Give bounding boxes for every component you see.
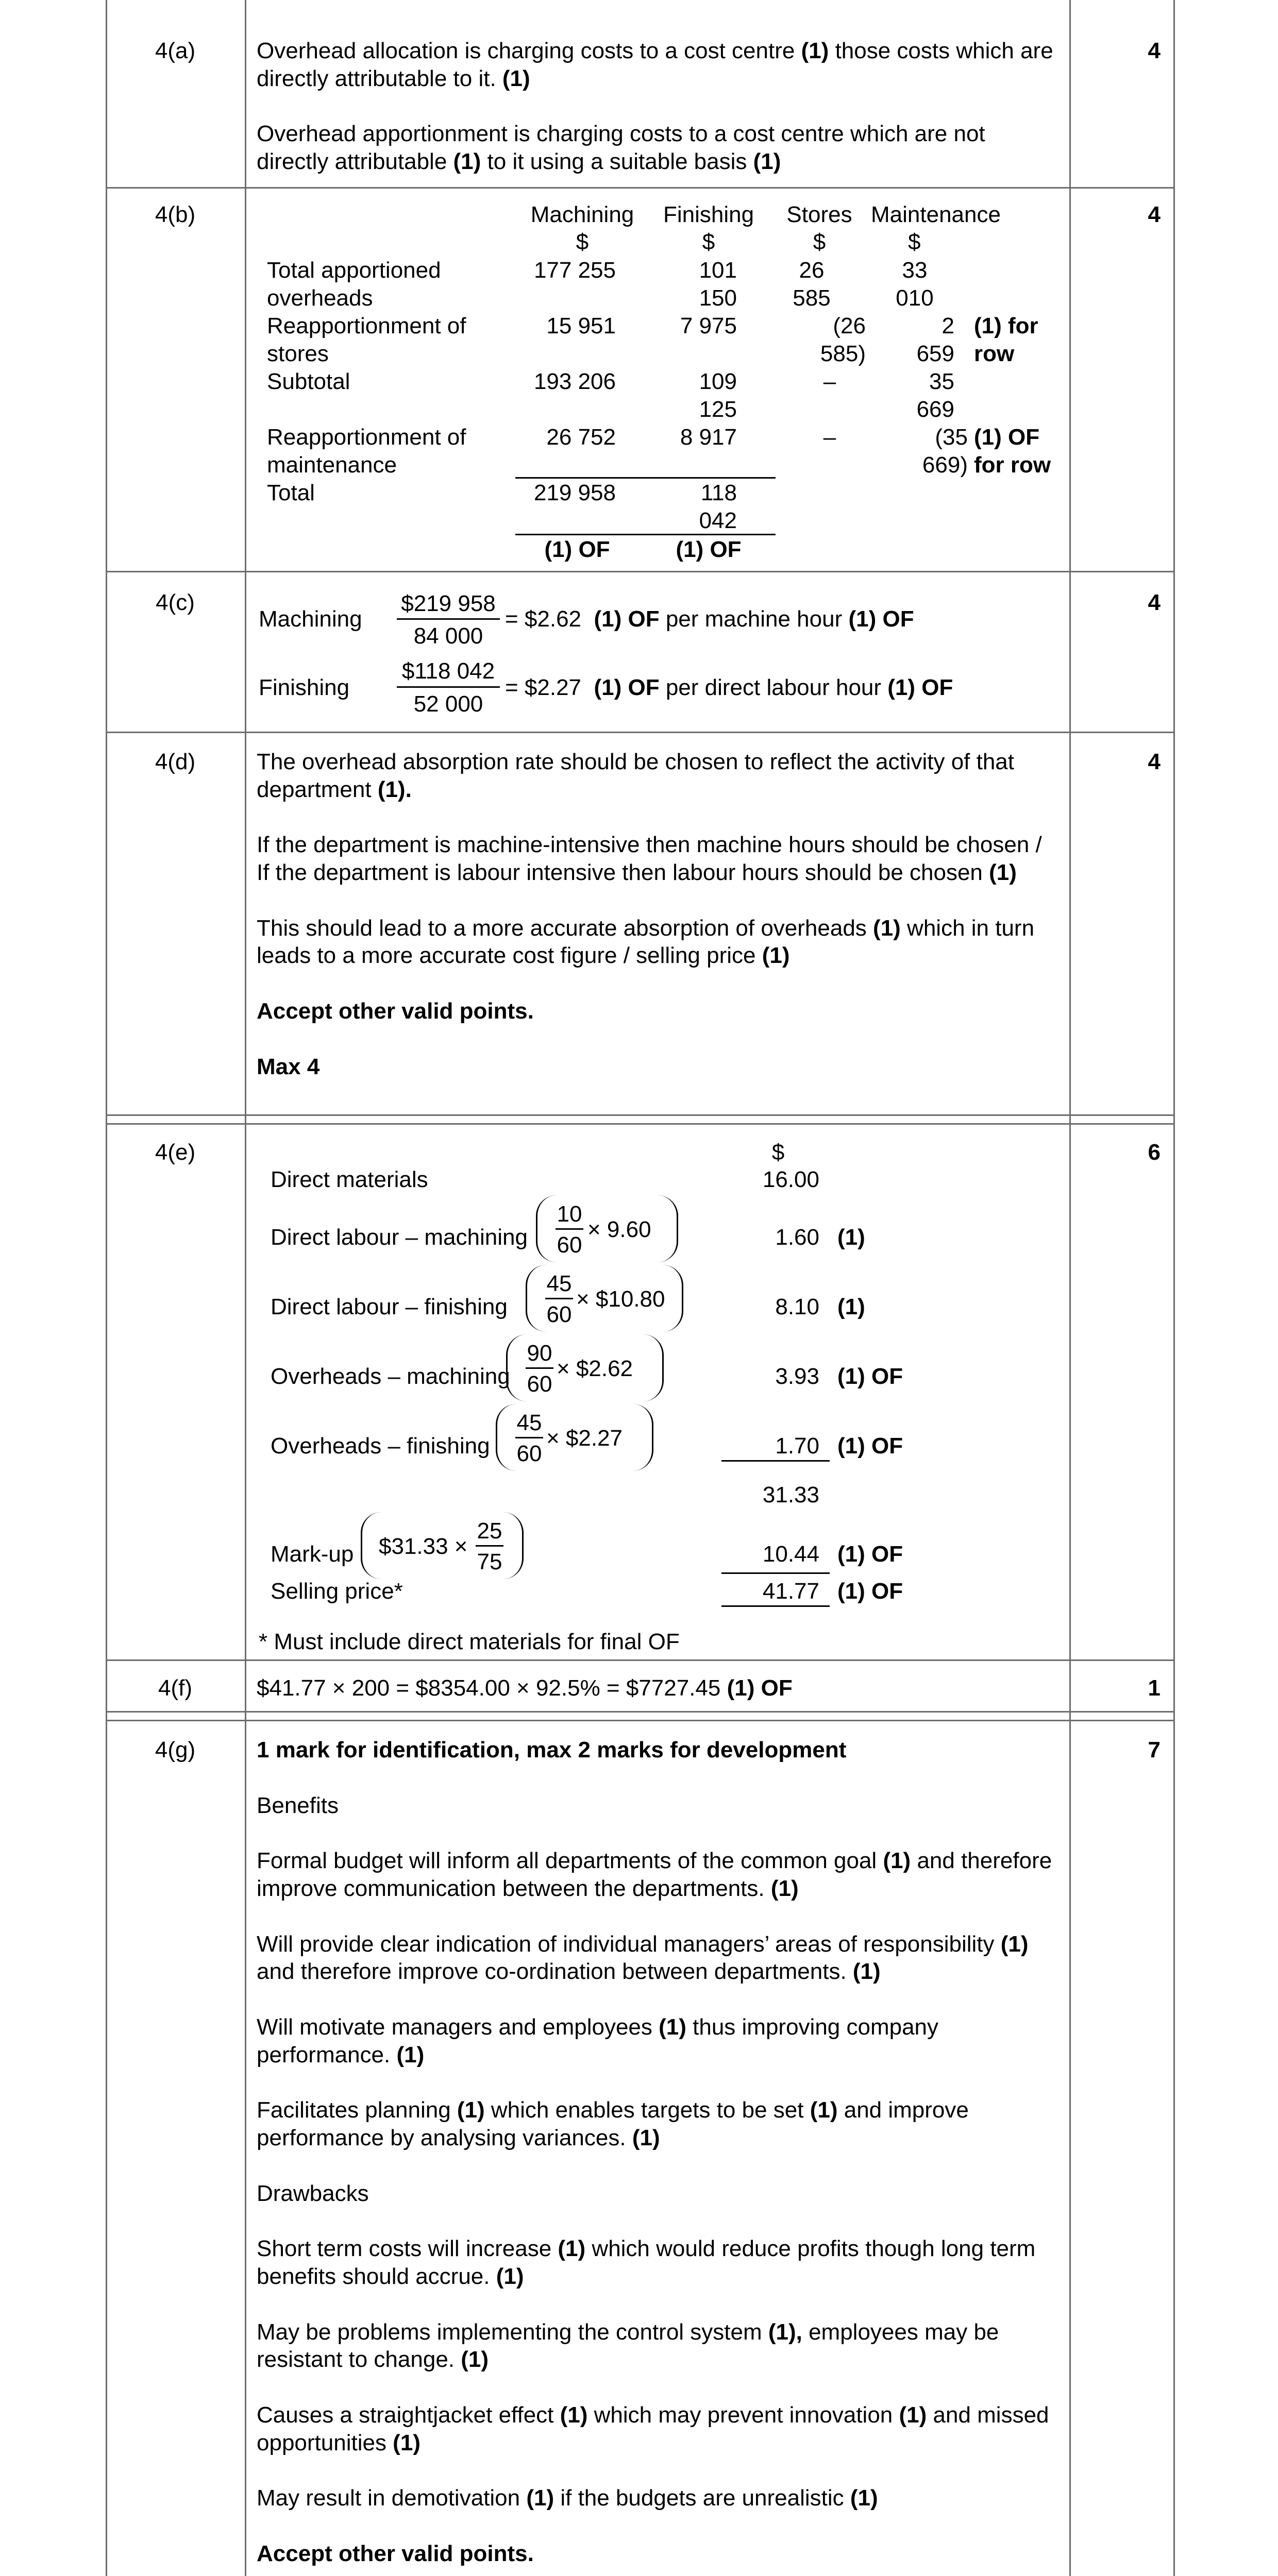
value-finishing: 109 (699, 369, 737, 394)
cost-label: Direct labour – finishing (271, 1294, 508, 1319)
paragraph: The overhead absorption rate should be chosen to reflect the activity of that department (1). (257, 749, 1015, 802)
question-label: 4(b) (155, 202, 196, 227)
cost-label: Overheads – machining (271, 1364, 510, 1389)
row-mark: (1) for (974, 313, 1038, 338)
row-divider (106, 187, 1175, 189)
row-label: maintenance (267, 452, 397, 478)
answer-4a (257, 37, 1058, 176)
answer-4d (257, 748, 1058, 1080)
value-stores: 585 (793, 285, 831, 311)
fraction-numerator: 90 (527, 1341, 552, 1366)
total-rule-bottom (515, 534, 776, 535)
cost-value: 41.77 (762, 1579, 819, 1604)
footnote: * Must include direct materials for final OF (259, 1629, 680, 1654)
paragraph: May be problems implementing the control system (1), employees may be resistant to change. (1) (257, 2319, 999, 2372)
total-rule (721, 1572, 830, 1574)
row-mark: row (974, 341, 1015, 366)
value-stores: (26 (833, 313, 866, 338)
value-maintenance: 669 (916, 397, 954, 422)
row-label: Reapportionment of (267, 425, 466, 450)
table-border-right (1173, 0, 1175, 2576)
cost-label: Direct labour – machining (271, 1225, 528, 1250)
calc-result: = $2.62 (1) OF per machine hour (1) OF (505, 606, 914, 632)
col-header-machining: Machining (530, 202, 634, 227)
cost-value: 10.44 (762, 1541, 819, 1567)
value-machining: 177 255 (533, 258, 616, 283)
fraction-bar (476, 1545, 503, 1547)
paragraph: Accept other valid points. (257, 2541, 534, 2567)
col-header-maintenance: Maintenance (871, 202, 1001, 227)
row-mark: (1) OF (837, 1364, 903, 1389)
question-marks: 4 (1148, 38, 1161, 63)
cost-value: 3.93 (775, 1364, 819, 1389)
calc-result: = $2.27 (1) OF per direct labour hour (1) OF (505, 675, 953, 700)
rate: × $10.80 (576, 1286, 665, 1312)
row-mark: (1) OF (837, 1579, 903, 1604)
value-finishing: 150 (699, 285, 737, 311)
table-border-label (245, 0, 246, 2576)
fraction-bar (515, 1437, 543, 1438)
cost-value: 1.60 (775, 1225, 819, 1250)
value-machining: 15 951 (546, 313, 616, 338)
calc-label: Machining (259, 606, 362, 632)
table-border-left (106, 0, 107, 2576)
cost-value: 8.10 (775, 1294, 819, 1319)
fraction-denominator: 84 000 (413, 623, 483, 649)
question-label: 4(d) (155, 749, 196, 774)
rate: × $2.27 (546, 1426, 623, 1451)
fraction-numerator: 10 (557, 1201, 582, 1227)
fraction-denominator: 60 (557, 1232, 582, 1258)
cost-label: Mark-up (271, 1541, 354, 1567)
value-stores: – (823, 369, 836, 394)
paragraph: Formal budget will inform all departments of the common goal (1) and therefore improve communication between the departments. (1) (257, 1848, 1052, 1902)
paragraph: Drawbacks (257, 2180, 369, 2206)
value-finishing: 8 917 (680, 425, 737, 450)
fraction-denominator: 75 (477, 1549, 502, 1574)
question-marks: 4 (1148, 590, 1161, 615)
value-maintenance: 2 (941, 313, 954, 338)
question-marks: 6 (1148, 1140, 1161, 1165)
cost-value: 16.00 (762, 1167, 819, 1192)
row-divider (106, 1123, 1175, 1125)
fraction-numerator: $118 042 (401, 658, 495, 684)
cost-label: Direct materials (271, 1167, 428, 1192)
row-divider (106, 732, 1175, 733)
rate: × 9.60 (587, 1217, 651, 1242)
paragraph: 1 mark for identification, max 2 marks for development (257, 1737, 847, 1762)
row-divider (106, 1114, 1175, 1116)
mark-of: (1) OF (544, 537, 610, 562)
cost-value: 1.70 (775, 1433, 819, 1459)
paragraph: Causes a straightjacket effect (1) which may prevent innovation (1) and missed opportunities (1) (257, 2402, 1049, 2455)
paragraph: If the department is machine-intensive then machine hours should be chosen / If the department is labour intensive then labour hours should be chosen (1) (257, 832, 1042, 886)
row-label: Total (267, 480, 315, 505)
value-stores: 26 (799, 258, 825, 283)
rate: × $2.62 (557, 1356, 633, 1381)
row-label: Reapportionment of (267, 313, 466, 338)
row-divider (106, 1711, 1175, 1713)
cost-label: Overheads – finishing (271, 1433, 490, 1459)
value-stores: 585) (820, 341, 866, 366)
paragraph: Facilitates planning (1) which enables targets to be set (1) and improve performance by analysing variances. (1) (257, 2097, 969, 2151)
col-header-finishing: Finishing (663, 202, 754, 227)
value-machining: 26 752 (546, 425, 616, 450)
fraction-numerator: 25 (477, 1518, 502, 1544)
col-currency: $ (702, 229, 715, 255)
fraction-bar (556, 1228, 583, 1230)
row-label: stores (267, 341, 329, 366)
value-maintenance: 010 (896, 285, 934, 311)
paragraph: Benefits (257, 1792, 339, 1818)
fraction-numerator: 45 (546, 1271, 572, 1296)
paragraph: Overhead allocation is charging costs to a cost centre (1) those costs which are directly attributable to it. (1) (257, 38, 1053, 91)
row-mark: for row (974, 452, 1051, 478)
mark-of: (1) OF (676, 537, 742, 562)
col-currency: $ (813, 229, 826, 255)
row-mark: (1) OF (837, 1541, 903, 1567)
row-divider (106, 1659, 1175, 1661)
question-label: 4(a) (155, 38, 196, 63)
subtotal-value: 31.33 (762, 1482, 819, 1507)
col-currency: $ (771, 1140, 785, 1165)
row-divider (106, 1720, 1175, 1721)
value-finishing: 7 975 (680, 313, 737, 338)
fraction-bar (397, 686, 500, 688)
answer-4f (257, 1674, 1058, 1702)
value-maintenance: (35 (935, 425, 968, 450)
col-currency: $ (908, 229, 921, 255)
value-maintenance: 33 (902, 258, 928, 283)
row-mark: (1) OF (974, 425, 1040, 450)
fraction-numerator: $219 958 (401, 591, 496, 616)
question-label: 4(f) (158, 1675, 192, 1701)
question-marks: 1 (1148, 1675, 1161, 1701)
value-finishing: 118 (700, 480, 737, 505)
value-finishing: 042 (699, 508, 737, 533)
cost-label: Selling price* (271, 1579, 403, 1604)
value-maintenance: 35 (929, 369, 954, 394)
value-machining: 219 958 (533, 480, 616, 505)
question-label: 4(g) (155, 1737, 196, 1762)
value-stores: – (823, 425, 836, 450)
question-label: 4(c) (156, 590, 195, 615)
value-maintenance: 659 (916, 341, 954, 366)
paragraph: Will motivate managers and employees (1) thus improving company performance. (1) (257, 2014, 939, 2067)
total-rule (721, 1605, 830, 1607)
table-border-marks (1069, 0, 1071, 2576)
total-rule-top (515, 477, 776, 479)
fraction-numerator: 45 (516, 1410, 542, 1435)
row-mark: (1) (837, 1225, 865, 1250)
paragraph: Max 4 (257, 1054, 320, 1079)
markup-base: $31.33 × (379, 1534, 468, 1559)
fraction-denominator: 60 (546, 1302, 572, 1327)
col-header-stores: Stores (786, 202, 852, 227)
row-mark: (1) OF (837, 1433, 903, 1459)
value-maintenance: 669) (922, 452, 968, 478)
paragraph: This should lead to a more accurate absorption of overheads (1) which in turn leads to a more accurate cost figure / selling price (1) (257, 915, 1035, 969)
row-label: Subtotal (267, 369, 350, 394)
question-label: 4(e) (155, 1140, 196, 1165)
paragraph: Short term costs will increase (1) which would reduce profits though long term benefits should accrue. (1) (257, 2236, 1036, 2290)
value-finishing: 101 (699, 258, 737, 283)
paragraph: Will provide clear indication of individual managers’ areas of responsibility (1) and therefore improve co-ordination between departments. (1) (257, 1931, 1029, 1985)
fraction-denominator: 52 000 (413, 691, 483, 717)
value-machining: 193 206 (533, 369, 616, 394)
fraction-bar (545, 1298, 573, 1299)
paragraph: May result in demotivation (1) if the budgets are unrealistic (1) (257, 2485, 878, 2511)
question-marks: 4 (1148, 202, 1161, 227)
paragraph: Accept other valid points. (257, 998, 534, 1024)
row-label: Total apportioned (267, 258, 441, 283)
value-finishing: 125 (699, 397, 737, 422)
row-mark: (1) (837, 1294, 865, 1319)
row-divider (106, 571, 1175, 572)
fraction-bar (526, 1367, 553, 1369)
fraction-denominator: 60 (516, 1441, 542, 1466)
subtotal-rule (721, 1460, 830, 1462)
question-marks: 7 (1148, 1737, 1161, 1762)
col-currency: $ (576, 229, 589, 255)
calc-label: Finishing (259, 675, 350, 700)
fraction-denominator: 60 (527, 1371, 552, 1397)
paragraph: $41.77 × 200 = $8354.00 × 92.5% = $7727.45 (1) OF (257, 1675, 793, 1701)
answer-4g (257, 1736, 1058, 2576)
paragraph: Overhead apportionment is charging costs to a cost centre which are not directly attributable (1) to it using a suitable basis (1) (257, 121, 985, 175)
row-label: overheads (267, 285, 373, 311)
fraction-bar (397, 618, 500, 620)
question-marks: 4 (1148, 749, 1161, 774)
